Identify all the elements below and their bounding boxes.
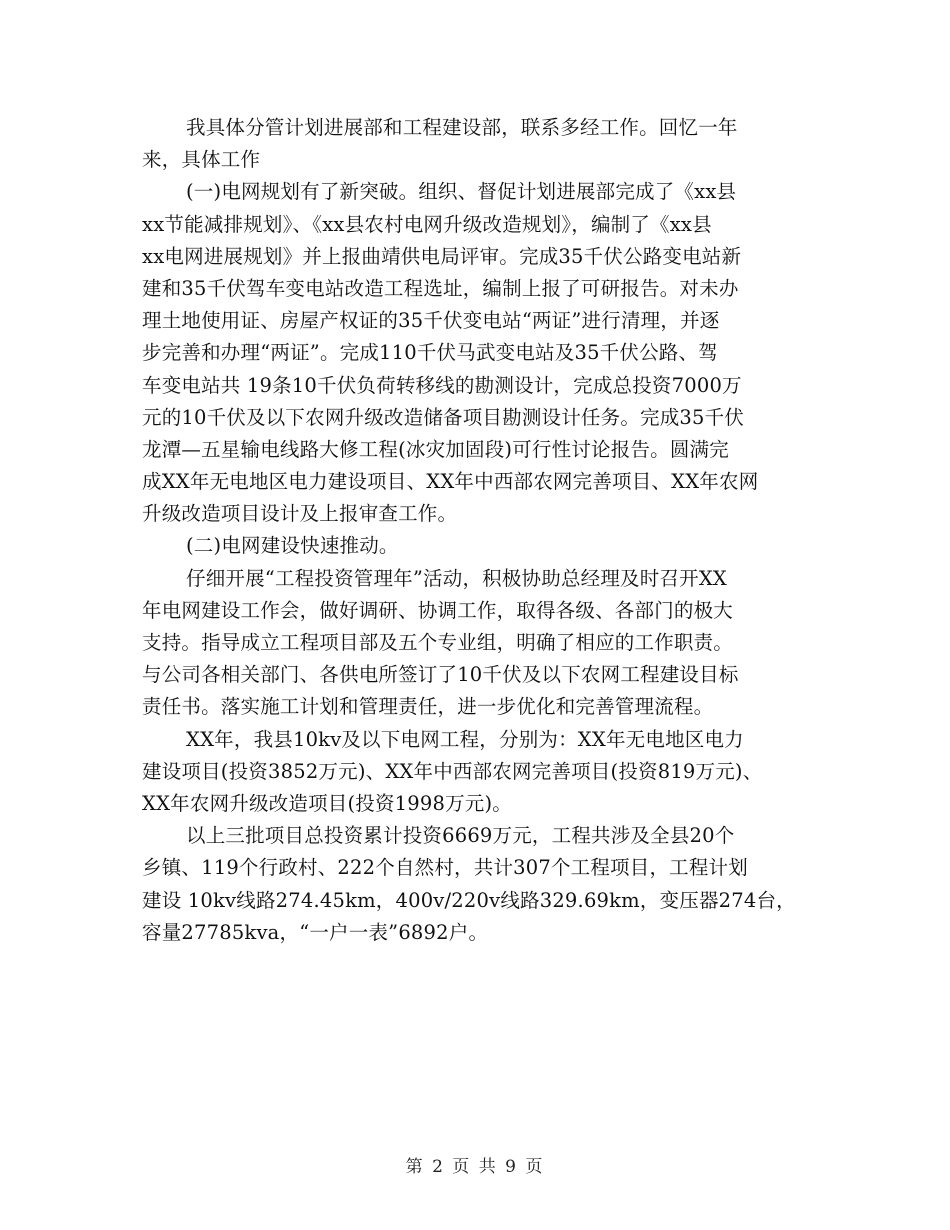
text-line: XX年农网升级改造项目(投资1998万元)。 [142,791,513,815]
text-line: 建和35千伏驾车变电站改造工程选址，编制上报了可研报告。对未办 [142,276,739,300]
text-line: 容量27785kva，“一户一表”6892户。 [142,920,489,944]
text-line: 我具体分管计划进展部和工程建设部，联系多经工作。回忆一年 [186,116,738,139]
text-line: 理土地使用证、房屋产权证的35千伏变电站“两证”进行清理，并逐 [142,309,720,333]
text-line: 成XX年无电地区电力建设项目、XX年中西部农网完善项目、XX年农网 [142,470,759,494]
text-line: 升级改造项目设计及上报审查工作。 [142,502,458,526]
text-line: 建设项目(投资3852万元)、XX年中西部农网完善项目(投资819万元)、 [142,759,763,783]
text-line: 乡镇、119个行政村、222个自然村，共计307个工程项目，工程计划 [142,856,748,880]
text-line: XX年，我县10kv及以下电网工程，分别为：XX年无电地区电力 [186,727,744,751]
text-line: 责任书。落实施工计划和管理责任，进一步优化和完善管理流程。 [142,695,714,719]
text-line: 年电网建设工作会，做好调研、协调工作，取得各级、各部门的极大 [142,598,734,622]
text-line: 车变电站共 19条10千伏负荷转移线的勘测设计，完成总投资7000万 [142,373,742,397]
text-line: 来，具体工作 [142,148,261,172]
text-line: 龙潭—五星输电线路大修工程(冰灾加固段)可行性讨论报告。圆满完 [142,437,729,461]
text-line: 仔细开展“工程投资管理年”活动，积极协助总经理及时召开XX [186,566,728,590]
text-line: 以上三批项目总投资累计投资6669万元，工程共涉及全县20个 [186,824,735,848]
text-line: 元的10千伏及以下农网升级改造储备项目勘测设计任务。完成35千伏 [142,405,745,429]
section-heading: (一)电网规划有了新突破。组织、督促计划进展部完成了《xx县 [186,180,737,204]
text-line: xx节能减排规划》、《xx县农村电网升级改造规划》，编制了《xx县 [142,212,712,236]
text-line: 步完善和办理“两证”。完成110千伏马武变电站及35千伏公路、驾 [142,341,718,365]
text-line: 支持。指导成立工程项目部及五个专业组，明确了相应的工作职责。 [142,631,734,654]
section-heading: (二)电网建设快速推动。 [186,534,399,558]
page-number-footer: 第 2 页 共 9 页 [405,1157,545,1177]
text-line: xx电网进展规划》并上报曲靖供电局评审。完成35千伏公路变电站新 [142,244,742,268]
body-text [142,112,814,949]
text-line: 与公司各相关部门、各供电所签订了10千伏及以下农网工程建设目标 [142,663,739,687]
text-line: 建设 10kv线路274.45km，400v/220v线路329.69km，变压器274台， [142,888,796,912]
